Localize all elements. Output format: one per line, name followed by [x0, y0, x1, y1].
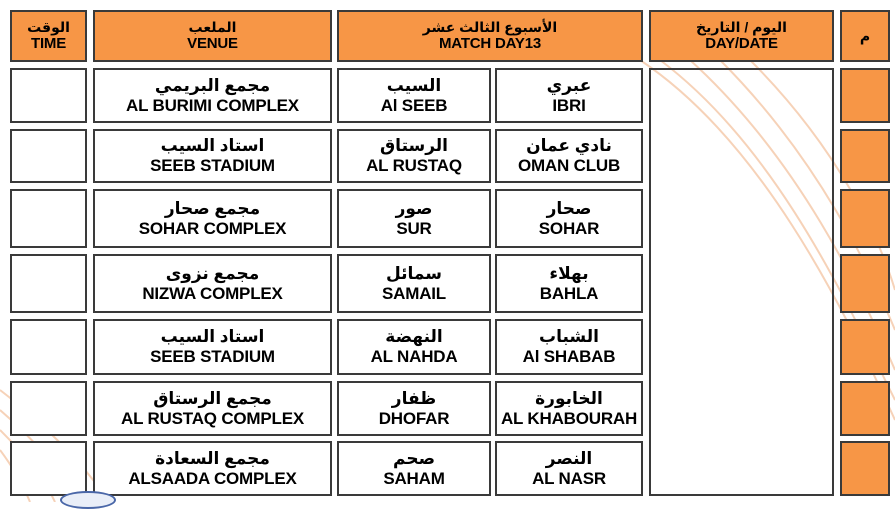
home-team-cell-6: [495, 381, 643, 436]
time-cell-5: [10, 319, 87, 375]
venue-cell-1: [93, 68, 332, 123]
venue-ar-2: استاد السيب: [160, 136, 265, 156]
number-cell-7: [840, 441, 890, 496]
number-cell-3: [840, 189, 890, 248]
home-team-cell-7: [495, 441, 643, 496]
away-team-ar-3: صور: [395, 198, 433, 218]
header-time: [10, 10, 87, 62]
away-team-en-1: Al SEEB: [380, 95, 448, 115]
venue-cell-6: [93, 381, 332, 436]
away-team-cell-1: [337, 68, 491, 123]
header-venue-en: VENUE: [187, 35, 238, 53]
venue-ar-3: مجمع صحار: [164, 198, 261, 218]
away-team-ar-4: سمائل: [385, 263, 443, 283]
venue-en-3: SOHAR COMPLEX: [138, 218, 287, 238]
venue-cell-2: [93, 129, 332, 183]
away-team-en-5: AL NAHDA: [370, 347, 458, 366]
number-cell-4: [840, 254, 890, 313]
header-day-date: [649, 10, 834, 62]
home-team-ar-7: النصر: [545, 448, 593, 468]
time-cell-1: [10, 68, 87, 123]
home-team-en-7: AL NASR: [532, 468, 606, 488]
number-cell-6: [840, 381, 890, 436]
logo-emblem: [60, 491, 116, 509]
venue-en-1: AL BURIMI COMPLEX: [126, 95, 299, 115]
home-team-cell-2: [495, 129, 643, 183]
day-date-cell: [649, 68, 834, 496]
number-cell-2: [840, 129, 890, 183]
home-team-cell-5: [495, 319, 643, 375]
venue-ar-5: استاد السيب: [160, 327, 265, 347]
header-match-day-ar: الأسبوع الثالث عشر: [422, 19, 558, 36]
away-team-cell-7: [337, 441, 491, 496]
home-team-ar-5: الشباب: [539, 327, 599, 347]
venue-en-4: NIZWA COMPLEX: [142, 283, 283, 303]
venue-ar-6: مجمع الرستاق: [153, 388, 272, 408]
home-team-ar-3: صحار: [546, 198, 592, 218]
header-time-ar: الوقت: [27, 19, 70, 36]
venue-en-6: AL RUSTAQ COMPLEX: [121, 408, 304, 428]
away-team-en-4: SAMAIL: [382, 283, 446, 303]
away-team-ar-2: الرستاق: [379, 136, 449, 156]
header-number: [840, 10, 890, 62]
venue-ar-7: مجمع السعادة: [155, 448, 270, 468]
away-team-cell-6: [337, 381, 491, 436]
venue-cell-4: [93, 254, 332, 313]
away-team-cell-4: [337, 254, 491, 313]
home-team-ar-4: بهلاء: [549, 263, 589, 283]
away-team-ar-1: السيب: [386, 75, 442, 95]
time-cell-6: [10, 381, 87, 436]
home-team-en-3: SOHAR: [538, 218, 600, 238]
venue-ar-1: مجمع البريمي: [154, 75, 271, 95]
header-match-day: [337, 10, 643, 62]
away-team-cell-5: [337, 319, 491, 375]
home-team-en-2: OMAN CLUB: [517, 156, 621, 175]
away-team-cell-2: [337, 129, 491, 183]
home-team-en-5: Al SHABAB: [522, 347, 616, 366]
venue-ar-4: مجمع نزوى: [165, 263, 260, 283]
home-team-en-1: IBRI: [552, 95, 586, 115]
home-team-en-4: BAHLA: [539, 283, 599, 303]
header-match-day-en: MATCH DAY13: [439, 35, 541, 53]
time-cell-4: [10, 254, 87, 313]
time-cell-3: [10, 189, 87, 248]
home-team-ar-2: نادي عمان: [526, 136, 612, 156]
home-team-ar-1: عبري: [546, 75, 592, 95]
header-day-date-ar: اليوم / التاريخ: [696, 19, 787, 36]
home-team-cell-3: [495, 189, 643, 248]
number-cell-1: [840, 68, 890, 123]
venue-cell-3: [93, 189, 332, 248]
header-venue-ar: الملعب: [188, 19, 237, 36]
home-team-en-6: AL KHABOURAH: [500, 408, 638, 428]
away-team-ar-7: صحم: [392, 448, 435, 468]
home-team-cell-1: [495, 68, 643, 123]
away-team-en-2: AL RUSTAQ: [366, 156, 462, 175]
time-cell-2: [10, 129, 87, 183]
away-team-en-7: SAHAM: [383, 468, 445, 488]
number-cell-5: [840, 319, 890, 375]
venue-cell-7: [93, 441, 332, 496]
time-cell-7: [10, 441, 87, 496]
venue-en-7: ALSAADA COMPLEX: [128, 468, 297, 488]
away-team-cell-3: [337, 189, 491, 248]
venue-en-5: SEEB STADIUM: [150, 347, 275, 366]
away-team-en-6: DHOFAR: [378, 408, 450, 428]
header-venue: [93, 10, 332, 62]
header-number-ar: م: [859, 27, 871, 44]
venue-en-2: SEEB STADIUM: [150, 156, 275, 175]
away-team-ar-6: ظفار: [391, 388, 437, 408]
away-team-ar-5: النهضة: [385, 327, 443, 347]
header-day-date-en: DAY/DATE: [705, 35, 778, 53]
header-time-en: TIME: [30, 35, 67, 53]
home-team-ar-6: الخابورة: [535, 388, 603, 408]
home-team-cell-4: [495, 254, 643, 313]
away-team-en-3: SUR: [396, 218, 432, 238]
venue-cell-5: [93, 319, 332, 375]
